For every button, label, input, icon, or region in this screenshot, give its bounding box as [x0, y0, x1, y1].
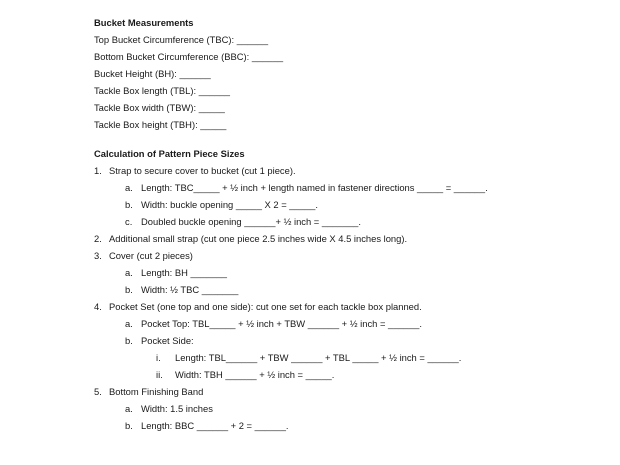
- list-subitem-text: Pocket Top: TBL_____ + ½ inch + TBW ______ + ½ inch = ______.: [141, 318, 422, 329]
- list-letter: b.: [125, 335, 133, 346]
- measurement-line-tbh: Tackle Box height (TBH): _____: [94, 119, 227, 130]
- list-number: 1.: [94, 165, 102, 176]
- list-subitem-text: Width: buckle opening _____ X 2 = _____.: [141, 199, 318, 210]
- list-subitem-1a: [125, 179, 488, 196]
- list-letter: a.: [125, 182, 133, 193]
- list-subitem-1c: [125, 213, 361, 230]
- list-subitem-1b: [125, 196, 318, 213]
- list-subitem-3a: [125, 264, 227, 281]
- list-letter: b.: [125, 199, 133, 210]
- list-item-text: Strap to secure cover to bucket (cut 1 piece).: [109, 165, 296, 176]
- list-roman: i.: [156, 352, 161, 363]
- list-subitem-text: Doubled buckle opening ______+ ½ inch = _______.: [141, 216, 361, 227]
- list-subitem-4b-ii: [156, 366, 334, 383]
- list-subitem-5a: [125, 400, 213, 417]
- list-subitem-text: Length: TBC_____ + ½ inch + length named in fastener directions _____ = ______.: [141, 182, 488, 193]
- measurement-line-bbc: Bottom Bucket Circumference (BBC): ______: [94, 51, 284, 62]
- list-subitem-text: Length: BBC ______ + 2 = ______.: [141, 420, 289, 431]
- list-item-text: Pocket Set (one top and one side): cut one set for each tackle box planned.: [109, 301, 422, 312]
- list-item-text: Bottom Finishing Band: [109, 386, 204, 397]
- list-item-1: [94, 162, 296, 179]
- measurement-line-tbc: Top Bucket Circumference (TBC): ______: [94, 34, 269, 45]
- list-number: 4.: [94, 301, 102, 312]
- list-subitem-5b: [125, 417, 289, 434]
- list-letter: b.: [125, 284, 133, 295]
- list-item-text: Cover (cut 2 pieces): [109, 250, 193, 261]
- list-item-2: [94, 230, 407, 247]
- list-subitem-text: Width: 1.5 inches: [141, 403, 213, 414]
- list-letter: c.: [125, 216, 133, 227]
- list-subitem-3b: [125, 281, 238, 298]
- list-number: 5.: [94, 386, 102, 397]
- list-subitem-4a: [125, 315, 422, 332]
- list-roman: ii.: [156, 369, 163, 380]
- list-number: 3.: [94, 250, 102, 261]
- measurement-line-bh: Bucket Height (BH): ______: [94, 68, 211, 79]
- list-letter: a.: [125, 403, 133, 414]
- bucket-measurements-heading: Bucket Measurements: [94, 17, 194, 28]
- list-item-3: [94, 247, 193, 264]
- measurement-line-tbw: Tackle Box width (TBW): _____: [94, 102, 225, 113]
- list-subitem-text: Length: TBL______ + TBW ______ + TBL _____ + ½ inch = ______.: [175, 352, 462, 363]
- list-item-5: [94, 383, 203, 400]
- list-subitem-text: Length: BH _______: [141, 267, 228, 278]
- list-subitem-text: Pocket Side:: [141, 335, 194, 346]
- list-item-4: [94, 298, 422, 315]
- list-item-text: Additional small strap (cut one piece 2.5 inches wide X 4.5 inches long).: [109, 233, 408, 244]
- calculation-heading: Calculation of Pattern Piece Sizes: [94, 148, 245, 159]
- list-letter: b.: [125, 420, 133, 431]
- list-letter: a.: [125, 267, 133, 278]
- list-subitem-text: Width: ½ TBC _______: [141, 284, 239, 295]
- list-number: 2.: [94, 233, 102, 244]
- list-subitem-4b-i: [156, 349, 461, 366]
- measurement-line-tbl: Tackle Box length (TBL): ______: [94, 85, 231, 96]
- list-subitem-text: Width: TBH ______ + ½ inch = _____.: [175, 369, 335, 380]
- list-subitem-4b: [125, 332, 194, 349]
- list-letter: a.: [125, 318, 133, 329]
